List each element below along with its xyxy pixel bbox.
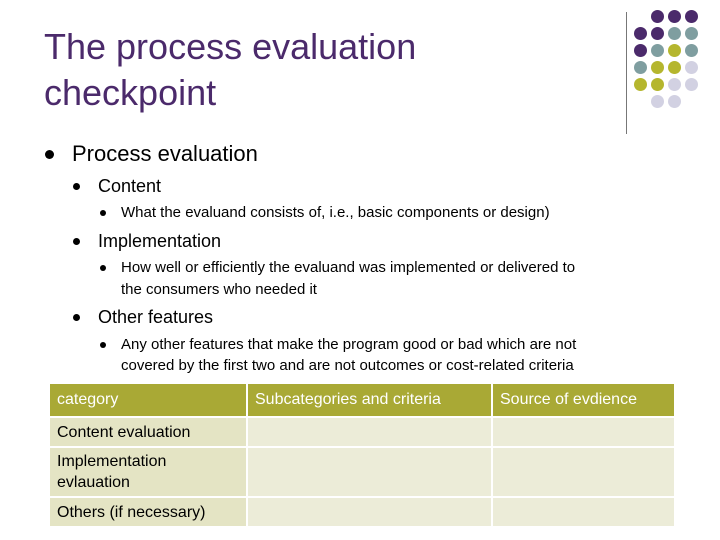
bullet-dot-icon (100, 210, 106, 216)
slide-title-line-2: checkpoint (44, 72, 217, 113)
subcategory-cell (247, 497, 492, 527)
source-cell (492, 447, 675, 497)
header-category: category (49, 383, 247, 417)
bullet-text: Other features (98, 307, 214, 327)
category-cell (49, 447, 247, 497)
bullet-dot-icon (73, 183, 80, 190)
bullet-text: Content (98, 176, 162, 196)
table-row (49, 497, 675, 527)
bullet-dot-icon (73, 238, 80, 245)
bullet-text-continued: covered by the first two and are not outcomes or cost-related criteria (121, 357, 574, 374)
bullet-text: What the evaluand consists of, i.e., basic components or design) (121, 204, 550, 221)
bullet-text-continued: the consumers who needed it (121, 281, 317, 298)
subcategory-cell (247, 447, 492, 497)
bullet-dot-icon (100, 342, 106, 348)
slide-title-line-1: The process evaluation (44, 26, 417, 67)
subcategory-cell (247, 417, 492, 447)
table-row (49, 417, 675, 447)
category-line-2: evlauation (57, 474, 130, 491)
bullet-dot-icon (73, 314, 80, 321)
bullet-text: How well or efficiently the evaluand was implemented or delivered to (121, 259, 576, 276)
evaluation-table (48, 382, 676, 528)
header-subcategories: Subcategories and criteria (247, 383, 492, 417)
bullet-text: Implementation (98, 231, 222, 251)
bullet-dot-icon (45, 150, 54, 159)
table-row (49, 447, 675, 497)
category-line-1: Implementation (57, 453, 167, 470)
source-cell (492, 497, 675, 527)
source-cell (492, 417, 675, 447)
category-cell: Content evaluation (49, 417, 247, 447)
bullet-dot-icon (100, 265, 106, 271)
category-cell: Others (if necessary) (49, 497, 247, 527)
bullet-text: Any other features that make the program good or bad which are not (121, 336, 577, 353)
bullet-text: Process evaluation (72, 141, 258, 166)
table-header-row (49, 383, 675, 417)
header-source: Source of evdience (492, 383, 675, 417)
